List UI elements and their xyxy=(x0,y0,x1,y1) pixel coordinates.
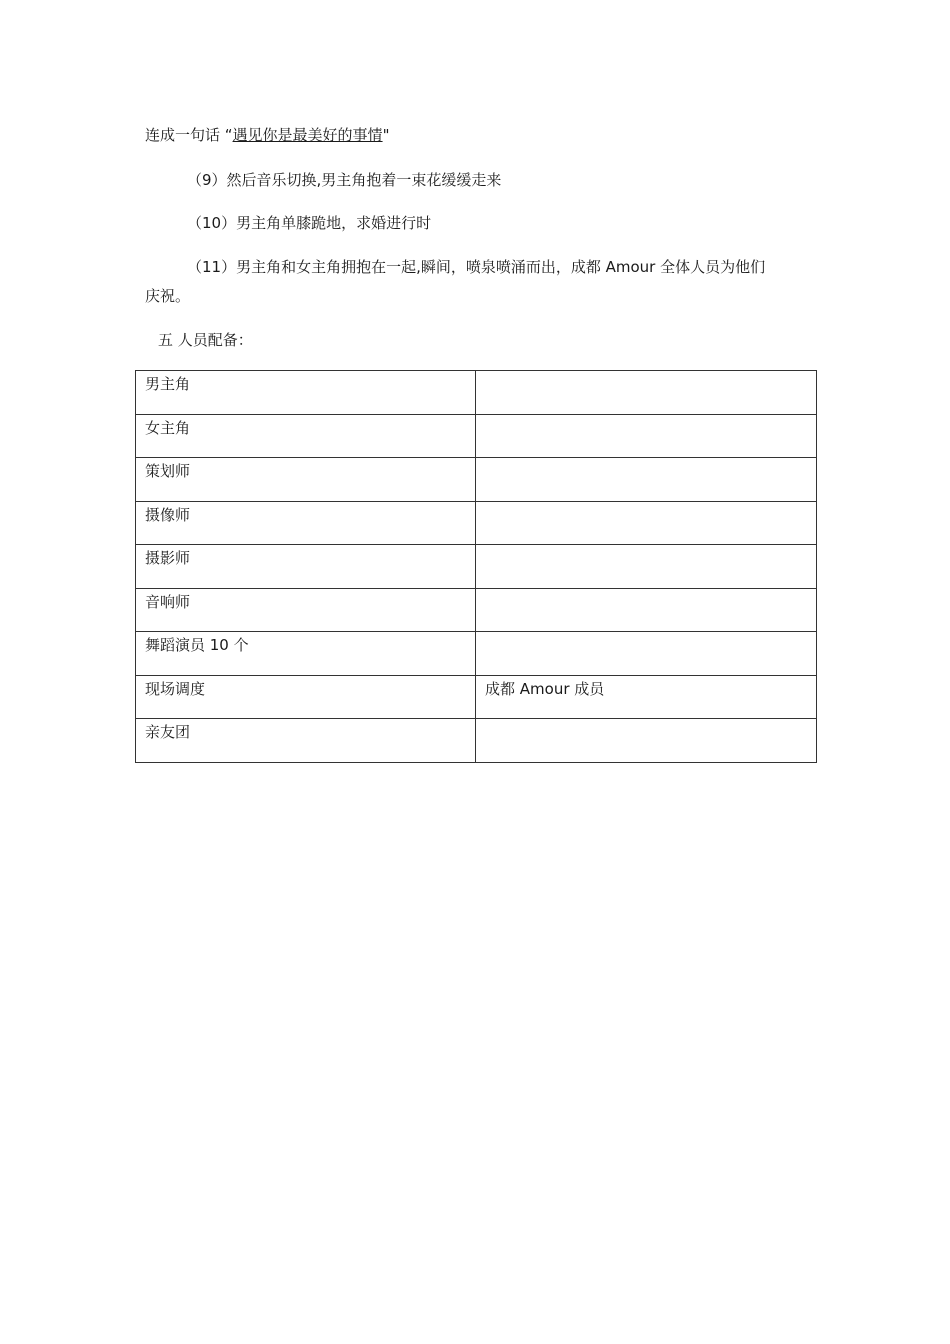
staff-table xyxy=(135,370,817,763)
assignee-cell xyxy=(476,588,817,632)
sentence-prefix: 连成一句话 “ xyxy=(145,126,233,144)
assignee-cell xyxy=(476,458,817,502)
sentence-suffix: " xyxy=(382,126,390,144)
table-row xyxy=(136,632,817,676)
table-row xyxy=(136,545,817,589)
paragraph-step-11-line-2: 庆祝。 xyxy=(145,287,191,305)
role-cell: 男主角 xyxy=(136,371,476,415)
table-row xyxy=(136,719,817,763)
table-row xyxy=(136,458,817,502)
table-row xyxy=(136,675,817,719)
role-cell: 女主角 xyxy=(136,414,476,458)
section-heading: 五 人员配备： xyxy=(158,331,253,349)
assignee-cell xyxy=(476,371,817,415)
table-row xyxy=(136,588,817,632)
role-cell: 摄像师 xyxy=(136,501,476,545)
assignee-cell xyxy=(476,632,817,676)
paragraph-step-11-line-1: （11）男主角和女主角拥抱在一起,瞬间，喷泉喷涌而出，成都 Amour 全体人员为他们 xyxy=(187,258,766,276)
assignee-cell xyxy=(476,719,817,763)
sentence-underlined-text: 遇见你是最美好的事情 xyxy=(232,126,383,144)
assignee-cell xyxy=(476,501,817,545)
assignee-cell xyxy=(476,414,817,458)
paragraph-step-10: （10）男主角单膝跪地，求婚进行时 xyxy=(187,214,432,232)
assignee-cell: 成都 Amour 成员 xyxy=(476,675,817,719)
table-row xyxy=(136,501,817,545)
paragraph-step-9: （9）然后音乐切换,男主角抱着一束花缓缓走来 xyxy=(187,171,502,189)
role-cell: 摄影师 xyxy=(136,545,476,589)
paragraph-sentence xyxy=(145,124,389,146)
role-cell: 音响师 xyxy=(136,588,476,632)
role-cell: 亲友团 xyxy=(136,719,476,763)
assignee-cell xyxy=(476,545,817,589)
table-row xyxy=(136,414,817,458)
role-cell: 现场调度 xyxy=(136,675,476,719)
role-cell: 策划师 xyxy=(136,458,476,502)
role-cell: 舞蹈演员 10 个 xyxy=(136,632,476,676)
table-row xyxy=(136,371,817,415)
